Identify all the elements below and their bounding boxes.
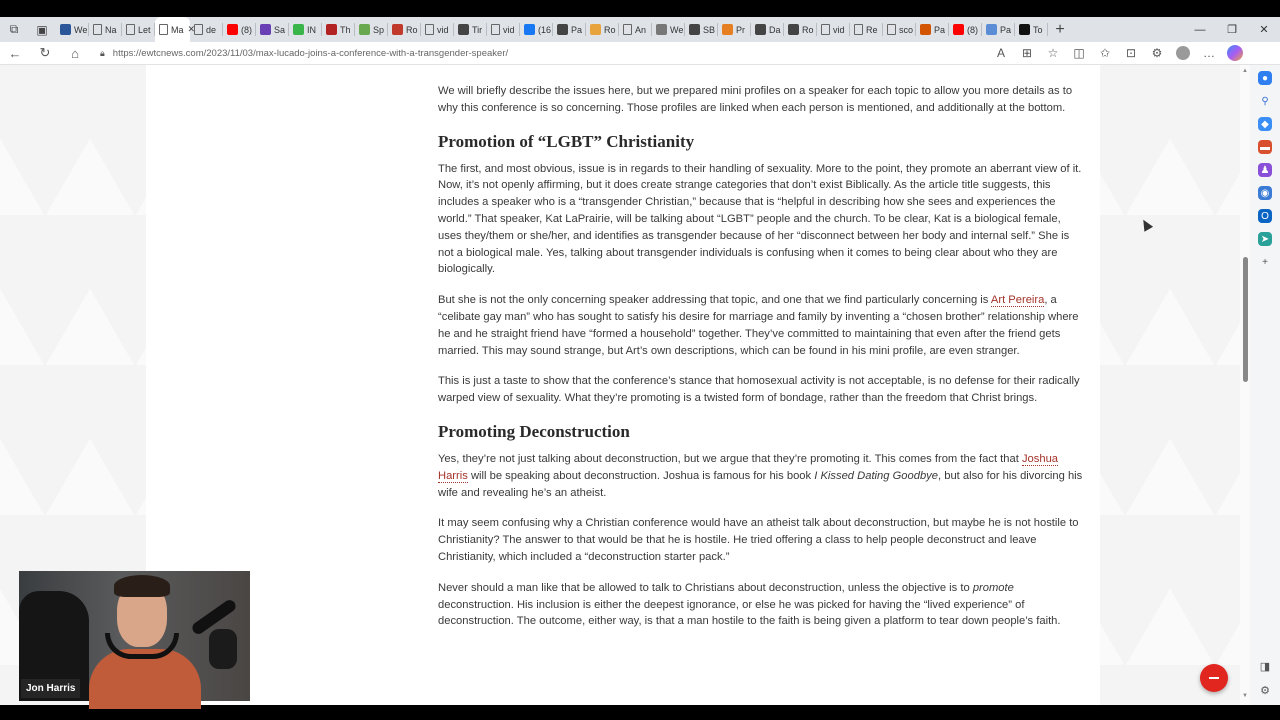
doc-icon: [854, 24, 863, 35]
tab-label: Da: [769, 24, 781, 35]
new-tab-button[interactable]: +: [1055, 20, 1065, 38]
url-text[interactable]: https://ewtcnews.com/2023/11/03/max-lucado-joins-a-conference-with-a-transgender-speaker/: [112, 47, 509, 59]
workspaces-icon[interactable]: ⧉: [9, 22, 19, 36]
youtube-icon: [953, 24, 964, 35]
browser-tab[interactable]: [122, 17, 155, 42]
article-container: [146, 65, 1100, 705]
paragraph-text: Yes, they’re not just talking about deconstruction, but we argue that they’re promoting it. This comes from the fact that: [438, 452, 1022, 465]
tab-label: An: [635, 24, 647, 35]
x-icon: [689, 24, 700, 35]
paragraph-text: will be speaking about deconstruction. Joshua is famous for his book: [467, 469, 815, 482]
tab-label: Pa: [571, 24, 583, 35]
browser-tab[interactable]: [718, 17, 751, 42]
tab-label: sco: [899, 24, 914, 35]
link-joshua-harris[interactable]: Joshua Harris: [438, 452, 1059, 482]
paragraph-lgbt-2: [438, 292, 1086, 359]
tab-label: Pa: [1000, 24, 1012, 35]
restore-icon[interactable]: ❐: [1227, 24, 1237, 36]
doc-icon: [425, 24, 434, 35]
collections-icon[interactable]: ⊡: [1125, 46, 1137, 60]
paragraph-text: , a “celibate gay man” who has sought to satisfy his desire for marriage and family by inventing a “chosen brother” relationship where he and he straight friend have “formed a household” together. They’ve committed to maintaining that even after the friend gets married. This may sound strange, but Art’s own descriptions, which can be found in his mini profile, are even stranger.: [438, 294, 1079, 357]
webcam-overlay: [19, 571, 250, 701]
browser-tab[interactable]: [619, 17, 652, 42]
browser-tab[interactable]: [89, 17, 122, 42]
doc-icon: [821, 24, 830, 35]
paragraph-decon-2: It may seem confusing why a Christian conference would have an atheist talk about deconstruction, but maybe he is not hostile to Christianity? The answer to that would be that he is hostile. He tried offering a class to help people deconstruct and leave Christianity, which included a “deconstruction starter pack.”: [438, 517, 1079, 563]
browser-tab[interactable]: [388, 17, 421, 42]
red-book-icon: [326, 24, 337, 35]
paragraph-decon-1: [438, 451, 1086, 501]
copilot-icon[interactable]: [1222, 42, 1248, 65]
tab-label: vid: [503, 24, 515, 35]
browser-tab[interactable]: [289, 17, 322, 42]
browser-tab[interactable]: [155, 17, 196, 42]
browser-tab[interactable]: [520, 17, 553, 42]
tab-label: Na: [105, 24, 117, 35]
browser-tab[interactable]: [784, 17, 817, 42]
browser-tab[interactable]: [223, 17, 256, 42]
tab-label: Pr: [736, 24, 745, 35]
tab-label: Pa: [934, 24, 946, 35]
browser-tab[interactable]: [982, 17, 1015, 42]
orange-icon: [722, 24, 733, 35]
tab-label: Tir: [472, 24, 483, 35]
tab-label: Sa: [274, 24, 286, 35]
browser-tab[interactable]: [322, 17, 355, 42]
favorites-icon[interactable]: ✩: [1099, 46, 1111, 60]
browser-tab[interactable]: [1015, 17, 1048, 42]
scroll-thumb[interactable]: [1243, 257, 1248, 382]
tab-close-icon[interactable]: ✕: [187, 24, 196, 34]
lock-icon[interactable]: 🔒︎: [100, 47, 105, 58]
browser-tab[interactable]: [487, 17, 520, 42]
games-icon[interactable]: ♟: [1258, 163, 1272, 177]
send-icon[interactable]: ➤: [1258, 232, 1272, 246]
doc-icon: [126, 24, 135, 35]
toolbox-icon[interactable]: ▬: [1260, 141, 1270, 153]
tab-label: Sp: [373, 24, 385, 35]
tab-label: We: [670, 24, 684, 35]
link-art-pereira[interactable]: Art Pereira: [990, 294, 1045, 307]
microphone-icon: [209, 629, 237, 669]
fab-icon: [1209, 677, 1219, 679]
screen-top-strip: [0, 0, 1280, 17]
tab-label: To: [1033, 24, 1043, 35]
tab-label: SB: [703, 24, 716, 35]
doc-icon: [623, 24, 632, 35]
x-icon: [1019, 24, 1030, 35]
heading-lgbt-christianity: Promotion of “LGBT” Christianity: [438, 131, 695, 151]
play-icon: [293, 24, 304, 35]
browser-tab[interactable]: [454, 17, 487, 42]
paragraph-lgbt-1: The first, and most obvious, issue is in regards to their handling of sexuality. More to the point, they promote an aberrant view of it. Now, it’s not openly affirming, but it does create strange categories that don’t exist Biblically. As the article title suggests, this includes a speaker who is a “transgender Christian,” because that is “helpful in describing how she sees and experiences the world.” That speaker, Kat LaPrairie, will be talking about “LGBT” people and the church. To be clear, Kat is a biological female, uses they/them or she/her, and identifies as transgender because of her “disconnect between her body and internal self.” She is not a biological male. Yes, talking about transgender individuals is confusing when it comes to being clear about who they are biologically.: [438, 162, 1082, 276]
grid-icon: [590, 24, 601, 35]
copilot-sidebar-icon[interactable]: ◉: [1258, 186, 1272, 200]
browser-tab[interactable]: [553, 17, 586, 42]
address-bar: [0, 42, 1280, 65]
paragraph-text: Never should a man like that be allowed to talk to Christians about deconstruction, unless the objective is to: [438, 581, 973, 594]
x-icon: [755, 24, 766, 35]
doc-icon: [491, 24, 500, 35]
browser-tab[interactable]: [586, 17, 619, 42]
url-field[interactable]: [96, 44, 1066, 63]
webcam-person-hair: [114, 575, 170, 597]
x-icon: [788, 24, 799, 35]
heading-deconstruction: Promoting Deconstruction: [438, 421, 630, 441]
youtube-icon: [227, 24, 238, 35]
tab-label: vid: [833, 24, 845, 35]
word-icon: [60, 24, 71, 35]
back-icon[interactable]: ←: [8, 45, 22, 61]
tab-label: Ro: [406, 24, 418, 35]
emphasis-text: promote: [972, 581, 1014, 594]
paragraph-text: But she is not the only concerning speaker addressing that topic, and one that we find particularly concerning is: [438, 294, 991, 307]
tab-label: We: [74, 24, 88, 35]
article-body: [438, 83, 1086, 644]
red-icon: [392, 24, 403, 35]
tab-actions-icon[interactable]: ▣: [36, 22, 48, 37]
doc-icon: [887, 24, 896, 35]
close-window-icon[interactable]: ✕: [1259, 24, 1269, 36]
url-actions: [988, 42, 1066, 65]
browser-tab[interactable]: [817, 17, 850, 42]
browser-tab[interactable]: [949, 17, 982, 42]
add-sidebar-icon[interactable]: +: [1262, 256, 1268, 268]
read-aloud-icon[interactable]: A: [996, 46, 1005, 60]
minimize-icon[interactable]: —: [1194, 23, 1206, 36]
tab-bar: [0, 17, 1280, 42]
purple-icon: [260, 24, 271, 35]
scroll-up-icon[interactable]: ▲: [1242, 68, 1248, 74]
sidebar-settings-icon[interactable]: ⚙: [1260, 684, 1270, 697]
doc-icon: [93, 24, 102, 35]
browser-tab[interactable]: [187, 17, 223, 42]
webcam-name-label: Jon Harris: [21, 679, 80, 698]
paragraph-text: deconstruction. His inclusion is either the deepest ignorance, or else he was picked for having the “lived experience” of deconstruction. The outcome, either way, is that a man hostile to the faith is being given a platform to tear down people’s faith.: [438, 598, 1061, 628]
extensions-icon[interactable]: ⚙: [1151, 46, 1163, 60]
favorite-star-icon[interactable]: ☆: [1047, 46, 1059, 60]
bell-icon[interactable]: ●: [1258, 71, 1272, 85]
paragraph-decon-3: [438, 580, 1086, 630]
image-icon: [986, 24, 997, 35]
scroll-down-icon[interactable]: ▼: [1242, 693, 1248, 699]
x-icon: [557, 24, 568, 35]
home-icon[interactable]: ⌂: [71, 45, 79, 61]
browser-tab[interactable]: [685, 17, 718, 42]
facebook-icon: [524, 24, 535, 35]
split-screen-icon[interactable]: ◫: [1073, 46, 1085, 60]
x-icon: [458, 24, 469, 35]
edge-sidebar: [1250, 65, 1280, 705]
tab-label: Ro: [604, 24, 616, 35]
browser-tab[interactable]: [421, 17, 454, 42]
tag-icon[interactable]: ◆: [1258, 117, 1272, 131]
outlook-icon[interactable]: O: [1258, 209, 1272, 223]
tab-label: Re: [866, 24, 878, 35]
paragraph-lgbt-3: This is just a taste to show that the conference’s stance that homosexual activity is not acceptable, is no defense for their radically warped view of sexuality. What they’re promoting is a twisted form of bondage, rather than the freedom that Christ brings.: [438, 375, 1080, 405]
tab-label: Th: [340, 24, 351, 35]
tab-label: Let: [138, 24, 151, 35]
floating-action-button[interactable]: [1200, 664, 1228, 692]
browser-tab[interactable]: [850, 17, 883, 42]
paragraph-text: , but also for his divorcing his wife and revealing he’s an atheist.: [438, 469, 1083, 499]
doc-icon: [194, 24, 203, 35]
cl-icon: [920, 24, 931, 35]
browser-tab[interactable]: [652, 17, 685, 42]
window-controls: [1184, 17, 1280, 42]
browser-tab[interactable]: [883, 17, 916, 42]
tab-label: Ro: [802, 24, 814, 35]
doc-icon: [159, 24, 168, 35]
more-options-icon[interactable]: …: [1203, 46, 1215, 60]
sidebar-bottom: [1250, 659, 1280, 697]
browser-tab[interactable]: [916, 17, 949, 42]
profile-avatar[interactable]: [1170, 42, 1196, 65]
tab-label: (16: [538, 24, 552, 35]
search-icon[interactable]: ⚲: [1261, 95, 1269, 107]
tab-label: IN: [307, 24, 316, 35]
tab-label: vid: [437, 24, 449, 35]
book-title: I Kissed Dating Goodbye: [814, 469, 938, 482]
refresh-icon[interactable]: ↻: [39, 45, 51, 60]
image-icon: [359, 24, 370, 35]
tab-label: (8): [967, 24, 978, 35]
browser-tab[interactable]: [56, 17, 89, 42]
tab-label: de: [206, 24, 217, 35]
browser-tab[interactable]: [751, 17, 784, 42]
sidebar-layout-icon[interactable]: ◨: [1259, 660, 1271, 673]
tab-label: Ma: [171, 24, 184, 35]
browser-tab[interactable]: [256, 17, 289, 42]
paragraph-intro: We will briefly describe the issues here, but we prepared mini profiles on a speaker for each topic to allow you more details as to why this conference is so concerning. Those profiles are linked when each person is mentioned, and additionally at the bottom.: [438, 85, 1073, 114]
tabs-container: [56, 17, 1048, 42]
browser-tab[interactable]: [355, 17, 388, 42]
tab-label: (8): [241, 24, 252, 35]
vertical-scrollbar[interactable]: [1240, 65, 1250, 705]
wolf-icon: [656, 24, 667, 35]
app-available-icon[interactable]: ⊞: [1021, 46, 1033, 60]
